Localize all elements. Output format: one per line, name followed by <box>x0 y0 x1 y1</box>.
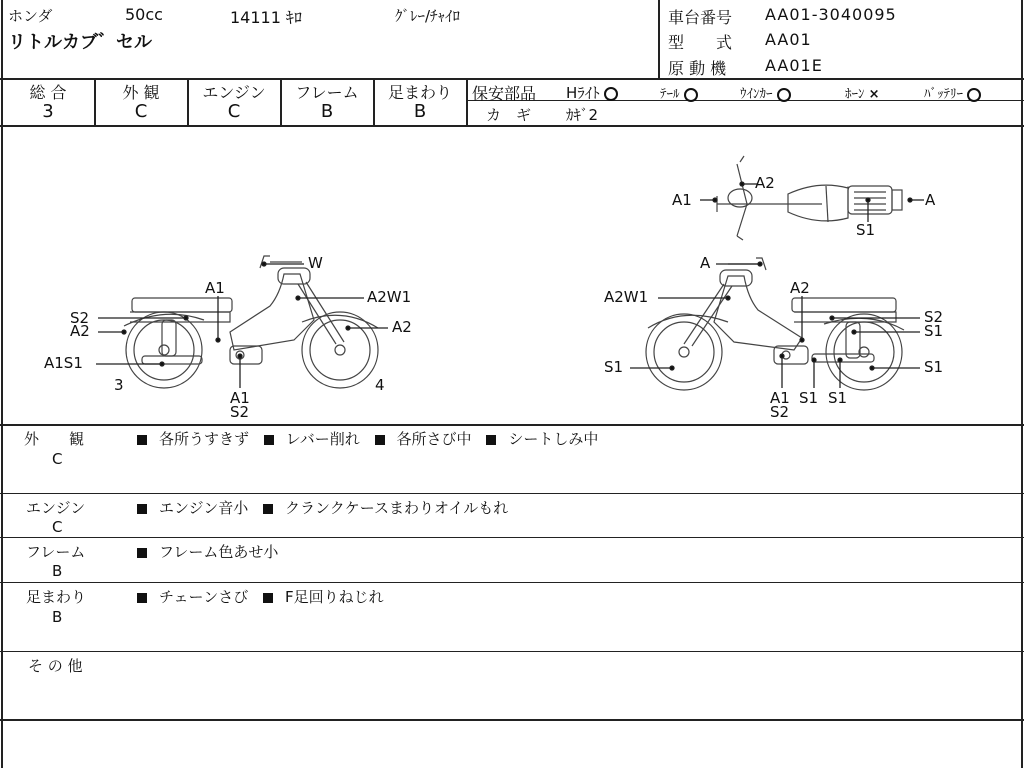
grade-value-suspension: B <box>413 101 427 122</box>
remark-notes-frame <box>137 541 278 562</box>
left-label-a2: A2 <box>70 322 90 340</box>
model-name: リトルカブ゛セル <box>8 32 152 53</box>
remarks-bottom-line <box>0 719 1024 721</box>
top-label-a2: A2 <box>755 174 775 192</box>
bike-left-side <box>124 256 378 388</box>
headlight-label: Hﾗｲﾄ <box>566 84 600 102</box>
bullet-icon <box>263 593 273 603</box>
bullet-icon <box>375 435 385 445</box>
safety-battery <box>924 83 981 102</box>
safety-tail <box>660 83 698 102</box>
remark-note: エンジン音小 <box>159 499 249 517</box>
right-label-s1b: S1 <box>604 358 624 376</box>
remarks-line-3 <box>0 537 1024 538</box>
bullet-icon <box>137 435 147 445</box>
frame-number: AA01-3040095 <box>765 5 897 24</box>
remarks-line-4 <box>0 582 1024 583</box>
grade-label-suspension: 足まわり <box>387 83 452 102</box>
other-label: そ の 他 <box>28 657 83 675</box>
remark-note: フレーム色あせ小 <box>159 543 279 561</box>
remark-grade-suspension: B <box>52 608 63 626</box>
left-label-4: 4 <box>375 376 385 394</box>
engine-label: 原 動 機 <box>668 59 727 78</box>
grade-value-total: 3 <box>42 101 54 122</box>
right-label-s1d: S1 <box>799 389 819 407</box>
remark-note: 各所さび中 <box>396 430 472 448</box>
safety-title: 保安部品 <box>472 84 537 103</box>
remark-note: チェーンさび <box>159 588 249 606</box>
left-label-a2w1: A2W1 <box>367 288 412 306</box>
remarks-line-5 <box>0 651 1024 652</box>
bullet-icon <box>137 504 147 514</box>
key-label: カ ギ <box>486 106 532 124</box>
displacement: 50cc <box>125 5 163 24</box>
left-label-a1s1: A1S1 <box>44 354 83 372</box>
right-label-a2: A2 <box>790 279 810 297</box>
bullet-icon <box>264 435 274 445</box>
battery-label: ﾊﾞｯﾃﾘｰ <box>924 87 963 102</box>
safety-horn <box>845 83 880 102</box>
motorcycle-diagram <box>2 126 1022 424</box>
remark-category-engine: エンジン <box>26 499 86 517</box>
grade-value-exterior: C <box>134 101 148 122</box>
right-label-s2: S2 <box>924 308 944 326</box>
right-label-s1a: S1 <box>924 322 944 340</box>
left-label-3: 3 <box>114 376 124 394</box>
right-label-s1e: S1 <box>828 389 848 407</box>
safety-winker <box>740 83 791 102</box>
bullet-icon <box>263 504 273 514</box>
circle-icon <box>967 88 981 102</box>
horn-label: ﾎｰﾝ <box>845 87 865 102</box>
left-label-a1-bottom: A1 <box>230 389 250 407</box>
right-label-a: A <box>700 254 711 272</box>
remark-note: 各所うすきず <box>159 430 250 448</box>
left-label-s2-bottom: S2 <box>230 403 250 421</box>
remark-grade-frame: B <box>52 562 63 580</box>
bullet-icon <box>486 435 496 445</box>
remark-note: クランクケースまわりオイルもれ <box>285 499 509 517</box>
header-divider <box>658 0 660 78</box>
circle-icon <box>684 88 698 102</box>
remarks-top-line <box>0 424 1024 426</box>
remark-grade-engine: C <box>52 518 63 536</box>
top-label-s1: S1 <box>856 221 876 239</box>
top-label-a1: A1 <box>672 191 692 209</box>
remark-category-exterior: 外 観 <box>24 430 85 448</box>
right-label-a2w1: A2W1 <box>604 288 649 306</box>
bullet-icon <box>137 548 147 558</box>
grade-col-5 <box>466 78 468 126</box>
remarks-line-2 <box>0 493 1024 494</box>
right-label-s1c: S1 <box>924 358 944 376</box>
grade-value-frame: B <box>320 101 334 122</box>
frame-number-label: 車台番号 <box>668 8 733 27</box>
model-type-label: 型 式 <box>668 33 733 52</box>
model-type: AA01 <box>765 30 812 49</box>
remark-note: レバー削れ <box>285 430 360 448</box>
grade-label-exterior: 外 観 <box>122 83 160 102</box>
circle-icon <box>777 88 791 102</box>
remark-notes-exterior <box>137 428 598 449</box>
bullet-icon <box>137 593 147 603</box>
remark-category-frame: フレーム <box>26 543 86 561</box>
grade-label-total: 総 合 <box>29 83 67 102</box>
left-label-a1: A1 <box>205 279 225 297</box>
engine-type: AA01E <box>765 56 823 75</box>
remark-notes-suspension <box>137 586 384 607</box>
grade-value-engine: C <box>227 101 241 122</box>
left-label-a2-front: A2 <box>392 318 412 336</box>
mileage: 14111 ｷﾛ <box>230 8 302 27</box>
bike-right-side <box>646 258 904 390</box>
maker: ホンダ <box>8 7 53 25</box>
left-label-s2: S2 <box>70 309 90 327</box>
grade-label-frame: フレーム <box>295 83 359 102</box>
safety-headlight <box>566 82 618 103</box>
remark-note: シートしみ中 <box>508 430 599 448</box>
right-label-a1: A1 <box>770 389 790 407</box>
key-value: ｶｷﾞ2 <box>566 106 599 124</box>
top-label-a: A <box>925 191 936 209</box>
right-label-s2-bottom: S2 <box>770 403 790 421</box>
remark-notes-engine <box>137 497 508 518</box>
grade-label-engine: エンジン <box>202 83 266 102</box>
winker-label: ｳｲﾝｶｰ <box>740 87 773 102</box>
remark-note: F足回りねじれ <box>285 588 384 606</box>
body-color: ｸﾞﾚｰ/ﾁｬｲﾛ <box>395 7 461 25</box>
remark-grade-exterior: C <box>52 450 63 468</box>
tail-label: ﾃｰﾙ <box>660 87 680 102</box>
remark-category-suspension: 足まわり <box>26 588 87 606</box>
cross-icon: × <box>868 87 880 102</box>
circle-icon <box>604 87 618 101</box>
left-label-w: W <box>308 254 323 272</box>
